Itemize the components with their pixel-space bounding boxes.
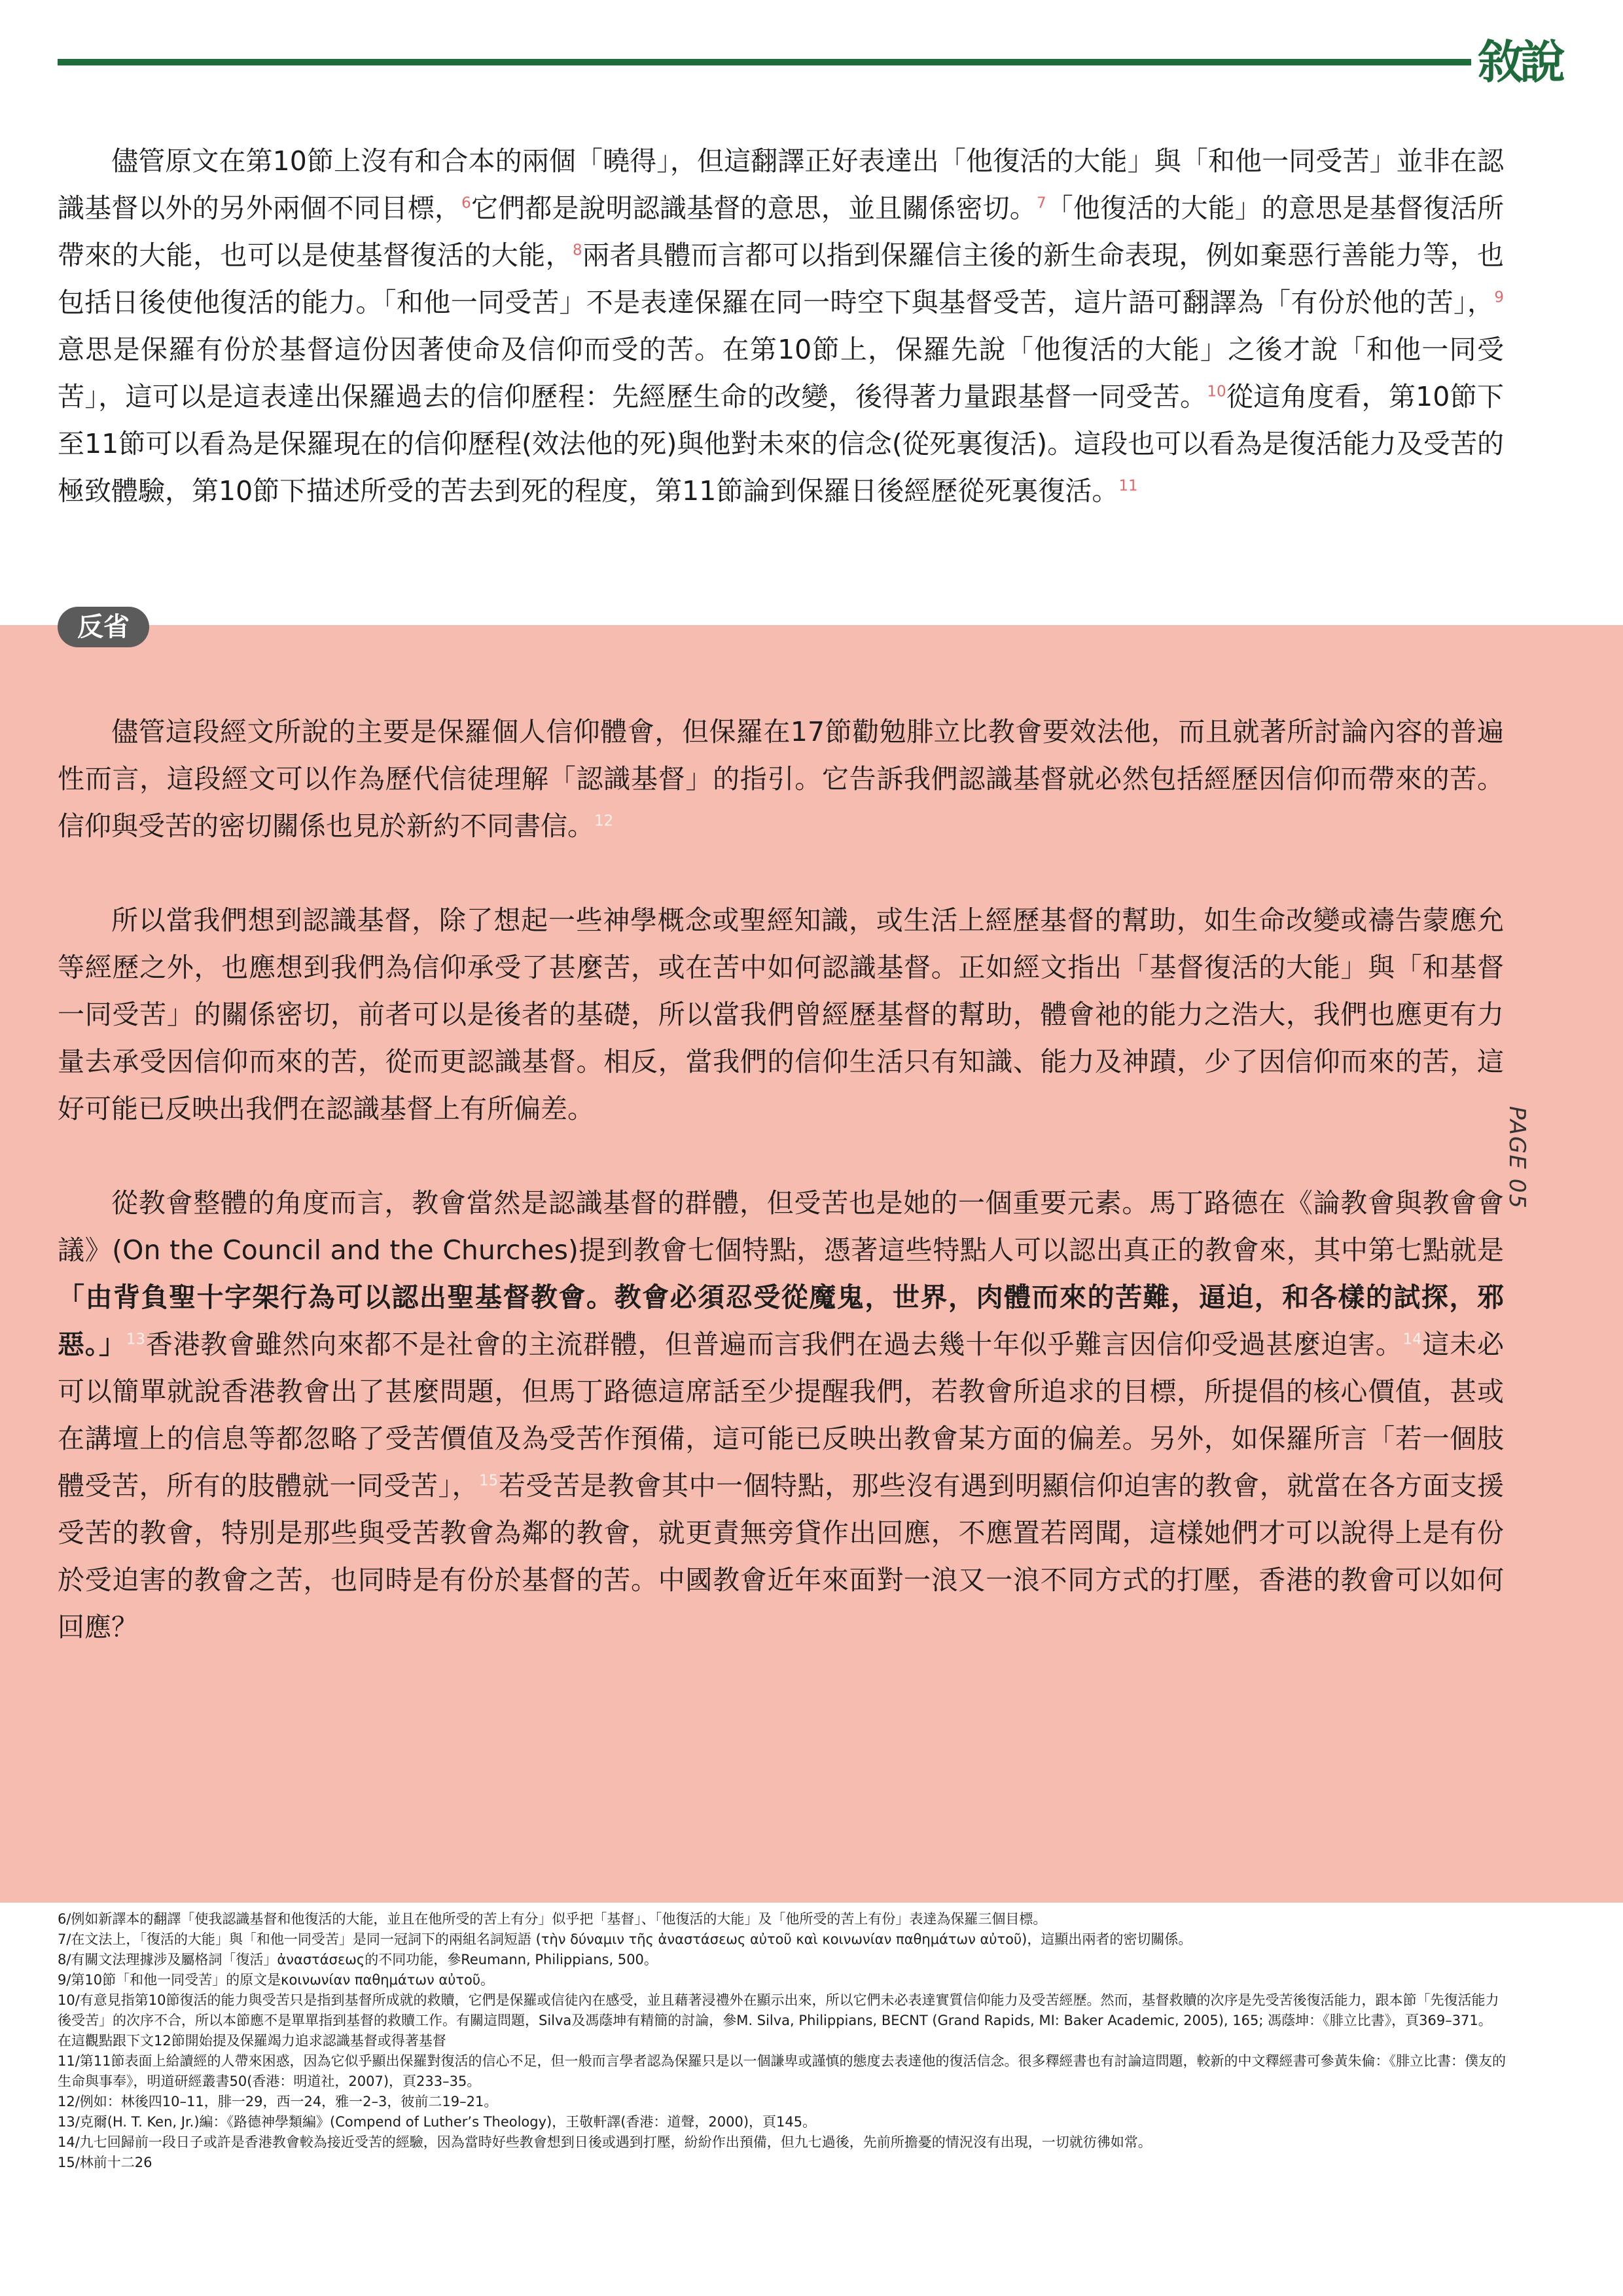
reflection-text-3c: 這未必可以簡單就說香港教會出了甚麼問題，但馬丁路德這席話至少提醒我們，若教會所追求的目標，所提倡的核心價值，甚或在講壇上的信息等都忽略了受苦價值及為受苦作預備，這可能已反映出教會某方面的偏差。另外，如保羅所言「若一個肢體受苦，所有的肢體就一同受苦」， (58, 1329, 1505, 1501)
footnote-ref-15[interactable]: 15 (479, 1472, 499, 1490)
footnote-8: 8/有關文法理據涉及屬格詞「復活」ἀναστάσεως的不同功能，參Reumann, Philippians, 500。 (58, 1952, 658, 1967)
footnote-ref-13[interactable]: 13 (126, 1331, 146, 1348)
reflection-text-1: 儘管這段經文所說的主要是保羅個人信仰體會，但保羅在17節勸勉腓立比教會要效法他，而且就著所討論內容的普遍性而言，這段經文可以作為歷代信徒理解「認識基督」的指引。它告訴我們認識基督就必然包括經歷因信仰而帶來的苦。信仰與受苦的密切關係也見於新約不同書信。 (58, 716, 1504, 842)
footnote-6: 6/例如新譯本的翻譯「使我認識基督和他復活的大能，並且在他所受的苦上有分」似乎把「基督」、「他復活的大能」及「他所受的苦上有份」表達為保羅三個目標。 (58, 1911, 1047, 1927)
footnote-ref-8[interactable]: 8 (573, 242, 582, 259)
footnote-ref-10[interactable]: 10 (1207, 383, 1226, 401)
reflection-text-3a: 從教會整體的角度而言，教會當然是認識基督的群體，但受苦也是她的一個重要元素。馬丁路德在《論教會與教會會議》(On the Council and the Churches)提到教會七個特點，憑著這些特點人可以認出真正的教會來，其中第七點就是 (58, 1187, 1504, 1266)
intro-text-2: 它們都是說明認識基督的意思，並且關係密切。 (471, 192, 1037, 224)
magazine-brand-logo: 敘說 (1478, 35, 1561, 89)
footnote-10-note: 在這觀點跟下文12節開始提及保羅竭力追求認識基督或得著基督 (58, 2033, 446, 2049)
intro-text-1: 儘管原文在第10節上沒有和合本的兩個「曉得」，但這翻譯正好表達出「他復活的大能」與「和他一同受苦」並非在認識基督以外的另外兩個不同目標， (58, 145, 1504, 224)
page-number-label: PAGE 05 (1504, 1106, 1530, 1210)
footnote-13: 13/克爾(H. T. Ken, Jr.)編：《路德神學類編》(Compend of Luther’s Theology)，王敬軒譯(香港：道聲，2000)，頁145。 (58, 2114, 817, 2130)
footnote-ref-9[interactable]: 9 (1494, 289, 1504, 306)
footnote-ref-6[interactable]: 6 (461, 194, 471, 212)
reflection-paragraph-2 (58, 897, 1504, 1132)
reflection-paragraph-1 (58, 708, 1504, 850)
reflection-text-2: 所以當我們想到認識基督，除了想起一些神學概念或聖經知識，或生活上經歷基督的幫助，如生命改變或禱告蒙應允等經歷之外，也應想到我們為信仰承受了甚麼苦，或在苦中如何認識基督。正如經文指出「基督復活的大能」與「和基督一同受苦」的關係密切，前者可以是後者的基礎，所以當我們曾經歷基督的幫助，體會祂的能力之浩大，我們也應更有力量去承受因信仰而來的苦，從而更認識基督。相反，當我們的信仰生活只有知識、能力及神蹟，少了因信仰而來的苦，這好可能已反映出我們在認識基督上有所偏差。 (58, 905, 1504, 1124)
footnote-ref-14[interactable]: 14 (1402, 1331, 1422, 1348)
footnote-ref-7[interactable]: 7 (1036, 194, 1046, 212)
footnotes-section (58, 1909, 1510, 2173)
footnote-15: 15/林前十二26 (58, 2155, 152, 2170)
intro-section (58, 137, 1504, 514)
footnote-ref-12[interactable]: 12 (594, 812, 614, 830)
intro-text-5: 意思是保羅有份於基督這份因著使命及信仰而受的苦。在第10節上，保羅先說「他復活的大能」之後才說「和他一同受苦」，這可以是這表達出保羅過去的信仰歷程：先經歷生命的改變，後得著力量跟基督一同受苦。 (58, 334, 1504, 412)
footnote-10: 10/有意見指第10節復活的能力與受苦只是指到基督所成就的救贖，它們是保羅或信徒內在感受，並且藉著浸禮外在顯示出來，所以它們未必表達實質信仰能力及受苦經歷。然而，基督救贖的次序是先受苦後復活能力，跟本節「先復活能力後受苦」的次序不合，所以本節應不是單單指到基督的救贖工作。有關這問題，Silva及馮蔭坤有精簡的討論，參M. Silva, Philippians, BECNT (Grand Rapids, MI: Baker Academic, 2005), 165; 馮蔭坤：《腓立比書》，頁369–371。 (58, 1992, 1499, 2028)
intro-paragraph (58, 137, 1504, 514)
header-rule (58, 59, 1471, 65)
intro-text-4: 兩者具體而言都可以指到保羅信主後的新生命表現，例如棄惡行善能力等，也包括日後使他復活的能力。「和他一同受苦」不是表達保羅在同一時空下與基督受苦，這片語可翻譯為「有份於他的苦」， (58, 240, 1504, 318)
intro-text-6: 從這角度看，第10節下至11節可以看為是保羅現在的信仰歷程(效法他的死)與他對未來的信念(從死裏復活)。這段也可以看為是復活能力及受苦的極致體驗，第10節下描述所受的苦去到死的程度，第11節論到保羅日後經歷從死裏復活。 (58, 381, 1504, 507)
footnote-12: 12/例如：林後四10–11，腓一29，西一24，雅一2–3，彼前二19–21。 (58, 2094, 498, 2109)
reflection-text-3b: 香港教會雖然向來都不是社會的主流群體，但普遍而言我們在過去幾十年似乎難言因信仰受過甚麼迫害。 (145, 1329, 1403, 1360)
footnote-ref-11[interactable]: 11 (1118, 477, 1138, 495)
footnote-14: 14/九七回歸前一段日子或許是香港教會較為接近受苦的經驗，因為當時好些教會想到日後或遇到打壓，紛紛作出預備，但九七過後，先前所擔憂的情況沒有出現，一切就彷彿如常。 (58, 2134, 1152, 2150)
reflection-tag: 反省 (58, 607, 149, 647)
reflection-paragraph-3 (58, 1179, 1504, 1651)
footnote-7: 7/在文法上，「復活的大能」與「和他一同受苦」是同一冠詞下的兩組名詞短語 (τὴν δύναμιν τῆς ἀναστάσεως αὐτοῦ καὶ κοινωνίαν παθημάτων αὐτοῦ)，這顯出兩者的密切關係。 (58, 1931, 1192, 1947)
reflection-text-3d: 若受苦是教會其中一個特點，那些沒有遇到明顯信仰迫害的教會，就當在各方面支援受苦的教會，特別是那些與受苦教會為鄰的教會，就更責無旁貸作出回應，不應置若罔聞，這樣她們才可以說得上是有份於受迫害的教會之苦，也同時是有份於基督的苦。中國教會近年來面對一浪又一浪不同方式的打壓，香港的教會可以如何回應？ (58, 1470, 1505, 1643)
luther-quote: 「由背負聖十字架行為可以認出聖基督教會。教會必須忍受從魔鬼，世界，肉體而來的苦難，逼迫，和各樣的試探，邪惡。」 (58, 1282, 1504, 1360)
footnote-9: 9/第10節「和他一同受苦」的原文是κοινωνίαν παθημάτων αὐτοῦ。 (58, 1972, 495, 1988)
footnote-11: 11/第11節表面上給讀經的人帶來困惑，因為它似乎顯出保羅對復活的信心不足，但一般而言學者認為保羅只是以一個謙卑或謹慎的態度去表達他的復活信念。很多釋經書也有討論這問題，較新的中文釋經書可參黃朱倫：《腓立比書：僕友的生命與事奉》，明道研經叢書50(香港：明道社，2007)，頁233–35。 (58, 2053, 1507, 2089)
intro-text-3: 「他復活的大能」的意思是基督復活所帶來的大能，也可以是使基督復活的大能， (58, 192, 1505, 271)
